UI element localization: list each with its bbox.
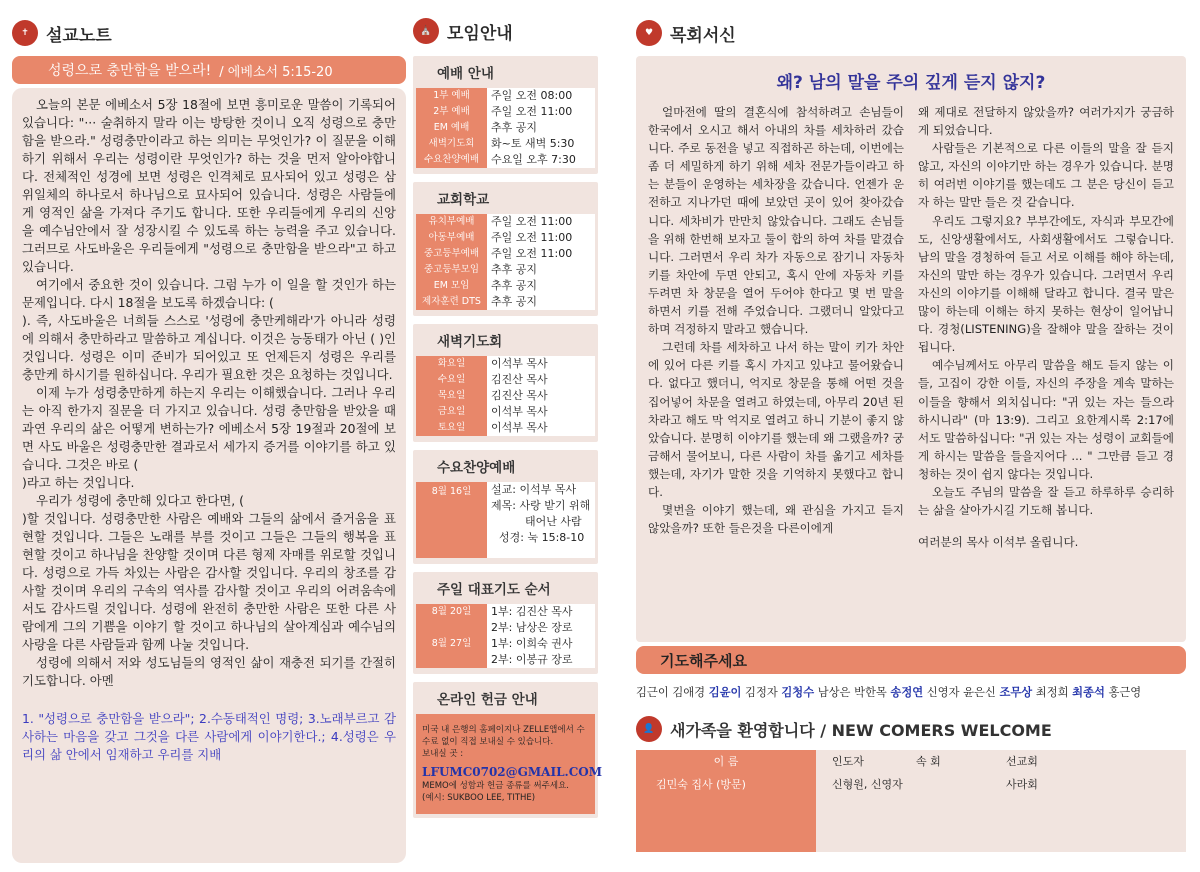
school-box [413, 182, 598, 316]
school-row [416, 278, 595, 294]
row-value: 이석부 목사 [487, 356, 595, 372]
online-text: 보내실 곳 : [422, 749, 464, 759]
sermon-title-bar [12, 56, 406, 84]
letter-paragraph: 몇번을 이야기 했는데, 왜 관심을 가지고 듣지 않았을까? 또한 들은것을 다른이에게 [648, 503, 904, 536]
row-label: EM 예배 [433, 122, 470, 133]
sermon-paragraph: 오늘의 본문 에베소서 5장 18절에 보면 흥미로운 말씀이 기록되어 있습니다: "··· 술취하지 말라 이는 방탕한 것이니 오직 성령으로 충만함을 받으라." 성령충만이라고 하는 의미는 무엇인가? 이 질문을 이해하기 위해서 우리는 성령이란 무엇인가? 하는 것을 먼저 알아야합니다. 전체적인 성경에 보면 성령은 인격체로 묘사되어 있고 성령은 삼위일체의 하나로서 하나님으로 묘사되어 있습니다. 성령은 사람들에게 영적인 삶을 가져다 주기도 합니다. 또한 우리들에게 우리의 신앙을 예수님안에서 잘 성장시킬 수 있도록 하는 능력을 주고 있습니다. 그러므로 사도바울은 우리들에게 "성령으로 충만함을 받으라"고 하고 있습니다. [22, 97, 396, 274]
sermon-paragraph: 성령에 의해서 저와 성도님들의 영적인 삶이 재충전 되기를 간절히 기도합니다. 아멘 [22, 655, 396, 688]
row-value: 주일 오전 11:00 [487, 214, 595, 230]
header-mission: 선교회 [1006, 750, 1186, 772]
online-title: 온라인 헌금 안내 [437, 692, 538, 708]
prayer-line: 2부: 이봉규 장로 [491, 653, 573, 666]
dawn-row [416, 356, 595, 372]
sermon-reference: / 에베소서 5:15-20 [219, 64, 333, 80]
dawn-row [416, 420, 595, 436]
prayer-name: 신영자 [926, 686, 960, 699]
prayer-name: 윤은신 [963, 686, 996, 699]
meeting-section-title: 모임안내 [447, 23, 513, 44]
online-text: (예시: SUKBOO LEE, TITHE) [422, 793, 536, 803]
prayer-date: 8월 27일 [416, 636, 487, 668]
prayer-name: 박한목 [854, 686, 887, 699]
heart-icon: ♥ [636, 20, 662, 46]
prayer-lines [487, 604, 595, 636]
row-value: 주일 오전 11:00 [487, 246, 595, 262]
wednesday-line: 설교: 이석부 목사 [491, 483, 577, 496]
dawn-row [416, 388, 595, 404]
header-name: 이 름 [636, 750, 816, 772]
worship-box [413, 56, 598, 174]
wednesday-line: 태어난 사람 [525, 515, 582, 528]
online-email[interactable]: LFUMC0702@GMAIL.COM [422, 765, 603, 779]
row-value: 추후 공지 [487, 120, 595, 136]
prayer-name: 홍근영 [1108, 686, 1142, 699]
prayer-name: 김윤이 [708, 686, 742, 699]
prayer-name: 최정희 [1035, 686, 1069, 699]
prayer-name: 김정자 [745, 686, 778, 699]
row-label: 화요일 [437, 358, 466, 369]
dawn-rows [416, 356, 595, 436]
prayer-line: 1부: 김진산 목사 [491, 605, 573, 618]
row-value: 주일 오전 08:00 [487, 88, 595, 104]
letter-paragraph: 예수님께서도 아무리 말씀을 해도 듣지 않는 이들, 고집이 강한 이들, 자신의 주장을 계속 말하는 이들을 향해서 외치십니다: "귀 있는 자는 들으라 하시니라" (마 13:9). 그리고 요한계시록 2:17에서도 말씀하십니다: "귀 있는 자는 성령이 교회들에게 하시는 말씀을 들을지어다 ... " 그만큼 듣고 경청하는 것이 쉽지 않다는 것입니다. [918, 358, 1174, 481]
letter-header [636, 16, 1186, 50]
newcomers-table [636, 750, 1186, 852]
letter-paragraph: 얼마전에 딸의 결혼식에 참석하려고 손님들이 한국에서 오시고 해서 아내의 차를 세차하러 갔습니다. 주로 동전을 넣고 직접하곤 하는데, 이번에는 좀 더 세밀하게 하기 위해 세차 전문가들이라고 하는 분들이 운영하는 세차장을 갔습니다. 언젠가 운전하고 지나가던 때에 보았던 곳이 있어 찾아갔습니다. 세차비가 만만치 않았습니다. 그래도 손님들을 위해 한번해 보자고 둘이 합의 하여 차를 맡겼습니다. 그러면서 우리 차가 자동으로 잠기니 자동차 키를 차안에 두면 안되고, 혹시 안에 자동차 키를 두려면 차 창문을 열어 두어야 한다고 몇 번 말을 하면서 키를 전해 주었습니다. 그랬더니 알았다고 하며 걱정하지 말라고 했습니다. [648, 105, 904, 337]
newcomer-guide: 신형원, 신영자 [816, 772, 916, 852]
newcomer-name: 김민숙 집사 (방문) [636, 772, 816, 852]
row-value: 김진산 목사 [487, 372, 595, 388]
row-value: 주일 오전 11:00 [487, 230, 595, 246]
row-label: 목요일 [437, 390, 466, 401]
row-label: 2부 예배 [433, 106, 470, 117]
letter-paragraph: 사람들은 기본적으로 다른 이들의 말을 잘 듣지 않고, 자신의 이야기만 하는 경우가 있습니다. 분명히 여러번 이야기를 했는데도 그 분은 당신이 듣고자 하는 말만 들은 것 같습니다. [918, 141, 1174, 210]
worship-title: 예배 안내 [437, 66, 494, 82]
row-value: 주일 오전 11:00 [487, 104, 595, 120]
sunday-prayer-group [416, 636, 595, 668]
sermon-paragraph: 여기에서 중요한 것이 있습니다. 그럼 누가 이 일을 할 것인가 하는 문제입니다. 다시 18절을 보도록 하겠습니다: ( ). 즉, 사도바울은 너희들 스스로 '성령에 충만케해라'가 아니라 성령에 의해서 충만하라고 말씀하고 계십니다. 이것은 능동태가 아닌 ( )인 것입니다. 성령은 이미 준비가 되어있고 또 언제든지 성령은 우리를 충만케 하시기를 원하십니다. 우리가 필요한 것은 요청하는 것입니다. [22, 277, 396, 382]
prayer-name: 김근이 [636, 686, 669, 699]
table-row [636, 772, 1186, 852]
online-box [413, 682, 603, 818]
letter-signature: 여러분의 목사 이석부 올립니다. [918, 535, 1079, 550]
row-value: 화~토 새벽 5:30 [487, 136, 595, 152]
school-row [416, 214, 595, 230]
church-building-icon: ⛪ [413, 18, 439, 44]
letter-section-title: 목회서신 [670, 25, 736, 46]
school-row [416, 262, 595, 278]
prayer-names [636, 684, 1186, 700]
wednesday-box [413, 450, 598, 564]
prayer-name: 남상은 [817, 686, 851, 699]
sermon-summary: 1. "성령으로 충만함을 받으라"; 2.수동태적인 명령; 3.노래부르고 감사하는 마음을 갖고 그것을 다른 사람에게 이야기한다.; 4.성령은 우리의 삶 안에서 임재하고 우리를 지배 [22, 711, 396, 762]
school-row [416, 230, 595, 246]
row-value: 이석부 목사 [487, 404, 595, 420]
prayer-name: 조무상 [999, 686, 1033, 699]
row-label: 새벽기도회 [428, 138, 475, 149]
sermon-header [12, 16, 406, 50]
letter-column [648, 103, 904, 551]
letter-paragraph: 오늘도 주님의 말씀을 잘 듣고 하루하루 승리하는 삶을 살아가시길 기도해 봅니다. [918, 484, 1174, 518]
sermon-body [12, 88, 406, 863]
letter-box [636, 56, 1186, 642]
school-rows [416, 214, 595, 310]
prayer-bar [636, 646, 1186, 674]
wednesday-date: 8월 16일 [416, 482, 487, 558]
sunday-prayer-title: 주일 대표기도 순서 [437, 582, 551, 598]
row-value: 수요일 오후 7:30 [487, 152, 595, 168]
dawn-box [413, 324, 598, 442]
worship-row [416, 152, 595, 168]
row-value: 추후 공지 [487, 294, 595, 310]
sermon-paragraph: 이제 누가 성령충만하게 하는지 우리는 이해했습니다. 그러나 우리는 아직 한가지 질문을 더 가지고 있습니다. 성령 충만함을 받았을 때 과연 우리의 삶은 어떻게 변하는가? 에베소서 5장 19절과 20절에 보면 사도 바울은 성령충만한 결과로서 세가지 증거를 이야기를 하고 있습니다. 그것은 바로 ( )라고 하는 것입니다. [22, 385, 396, 490]
sunday-prayer-box [413, 572, 598, 674]
sermon-section-title: 설교노트 [46, 25, 112, 46]
letter-paragraph: 그런데 차를 세차하고 나서 하는 말이 키가 차안에 있어 다른 키를 혹시 가지고 있냐고 물어왔습니다. 없다고 했더니, 억지로 창문을 통해 어떤 것을 집어넣어 차문을 열려고 하였는데, 아무리 20년 된 차라고 해도 막 억지로 열려고 하니 기분이 좋지 않았습니다. 분명히 이야기를 했는데 왜 그랬을까? 궁금해서 물어보니, 다른 사람이 차를 옮기고 세차를 했는데, 자기가 말한 것을 기억하지 못했다고 합니다. [648, 340, 904, 499]
prayer-title: 기도해주세요 [660, 651, 747, 670]
row-label: 아동부예배 [428, 232, 475, 243]
dawn-row [416, 372, 595, 388]
row-label: 중고등부모임 [423, 264, 480, 275]
worship-row [416, 104, 595, 120]
letter-paragraph: 우리도 그렇지요? 부부간에도, 자식과 부모간에도, 신앙생활에서도, 사회생활에서도 그렇습니다. 남의 말을 경청하여 듣고 서로 이해를 해야 하는데, 자신의 말만 하는 경우가 있습니다. 그러면서 우리 자신의 이야기를 이해해 달라고 합니다. 결국 말은 많이 하는데 이해는 하지 못하는 현상이 일어납니다. 경청(LISTENING)을 잘해야 말을 잘하는 것이 됩니다. [918, 213, 1174, 355]
row-label: 중고등부예배 [423, 248, 480, 259]
header-guide: 인도자 [816, 750, 916, 772]
school-row [416, 246, 595, 262]
dawn-title: 새벽기도회 [437, 334, 503, 350]
wednesday-line: 제목: 사랑 받기 위해 [491, 499, 591, 512]
online-info [416, 714, 603, 814]
church-emblem-icon: ✝ [12, 20, 38, 46]
row-label: 제자훈련 DTS [422, 296, 481, 307]
prayer-date: 8월 20일 [416, 604, 487, 636]
dawn-row [416, 404, 595, 420]
letter-section [636, 0, 1186, 852]
welcome-header [636, 716, 1186, 742]
row-label: EM 모임 [433, 280, 470, 291]
meeting-header [413, 14, 598, 48]
sermon-title: 성령으로 충만함을 받으라! [48, 63, 212, 79]
welcome-title: 새가족을 환영합니다 / NEW COMERS WELCOME [670, 720, 1052, 740]
letter-title: 왜? 남의 말을 주의 깊게 듣지 않지? [776, 73, 1046, 93]
row-label: 유치부예배 [428, 216, 475, 227]
row-value: 김진산 목사 [487, 388, 595, 404]
newcomer-cell [916, 772, 1006, 852]
wednesday-details [487, 482, 595, 558]
meeting-section [413, 0, 603, 818]
row-value: 추후 공지 [487, 262, 595, 278]
header-cell: 속 회 [916, 750, 1006, 772]
prayer-name: 김애경 [672, 686, 706, 699]
school-row [416, 294, 595, 310]
person-icon: 👤 [636, 716, 662, 742]
worship-row [416, 136, 595, 152]
wednesday-title: 수요찬양예배 [437, 460, 516, 476]
online-text: MEMO에 성함과 헌금 종류를 써주세요. [422, 781, 569, 791]
row-label: 1부 예배 [433, 90, 470, 101]
prayer-line: 1부: 이희숙 권사 [491, 637, 573, 650]
wednesday-line: 성경: 눅 15:8-10 [499, 531, 585, 544]
row-label: 토요일 [437, 422, 466, 433]
prayer-line: 2부: 남상은 장로 [491, 621, 573, 634]
letter-paragraph: 왜 제대로 전달하지 않았을까? 여러가지가 궁금하게 되었습니다. [918, 105, 1174, 138]
row-label: 수요찬양예배 [423, 154, 480, 165]
sunday-prayer-group [416, 604, 595, 636]
row-value: 추후 공지 [487, 278, 595, 294]
online-text: 미국 내 은행의 홈페이지나 ZELLE앱에서 수수료 없이 직접 보내실 수 있습니다. [422, 725, 585, 747]
row-label: 수요일 [437, 374, 466, 385]
worship-row [416, 120, 595, 136]
worship-rows [416, 88, 595, 168]
letter-column [918, 103, 1174, 551]
row-value: 이석부 목사 [487, 420, 595, 436]
newcomer-mission: 사라회 [1006, 772, 1186, 852]
sermon-paragraph: 우리가 성령에 충만해 있다고 한다면, ( )할 것입니다. 성령충만한 사람은 예배와 그들의 삶에서 즐거움을 표현할 것입니다. 그들은 노래를 부를 것이고 그들은 그들의 행복을 표현할 것이고 하나님을 찬양할 것이며 다른 형제 자매를 위로할 것입니다. 성령으로 가득 차있는 사람은 감사할 것입니다. 우리의 창조를 감사할 것이며 우리의 구속의 역사를 감사할 것이고 우리의 어려움속에서도 감사드릴 것입니다. 성령에 완전히 충만한 사람은 또한 다른 사람에게 그의 기쁨을 이야기 할 것이고 하나님의 살아계심과 예수님의 사랑을 다른 사람들과 함께 나눌 것입니다. [22, 493, 396, 652]
prayer-lines [487, 636, 595, 668]
school-title: 교회학교 [437, 192, 490, 208]
worship-row [416, 88, 595, 104]
prayer-name: 최종석 [1072, 686, 1105, 699]
letter-columns [648, 103, 1174, 551]
wednesday-info [416, 482, 595, 558]
row-label: 금요일 [437, 406, 466, 417]
newcomers-header-row [636, 750, 1186, 772]
sermon-section [12, 0, 406, 863]
prayer-name: 송정연 [890, 686, 924, 699]
prayer-name: 김청수 [781, 686, 815, 699]
